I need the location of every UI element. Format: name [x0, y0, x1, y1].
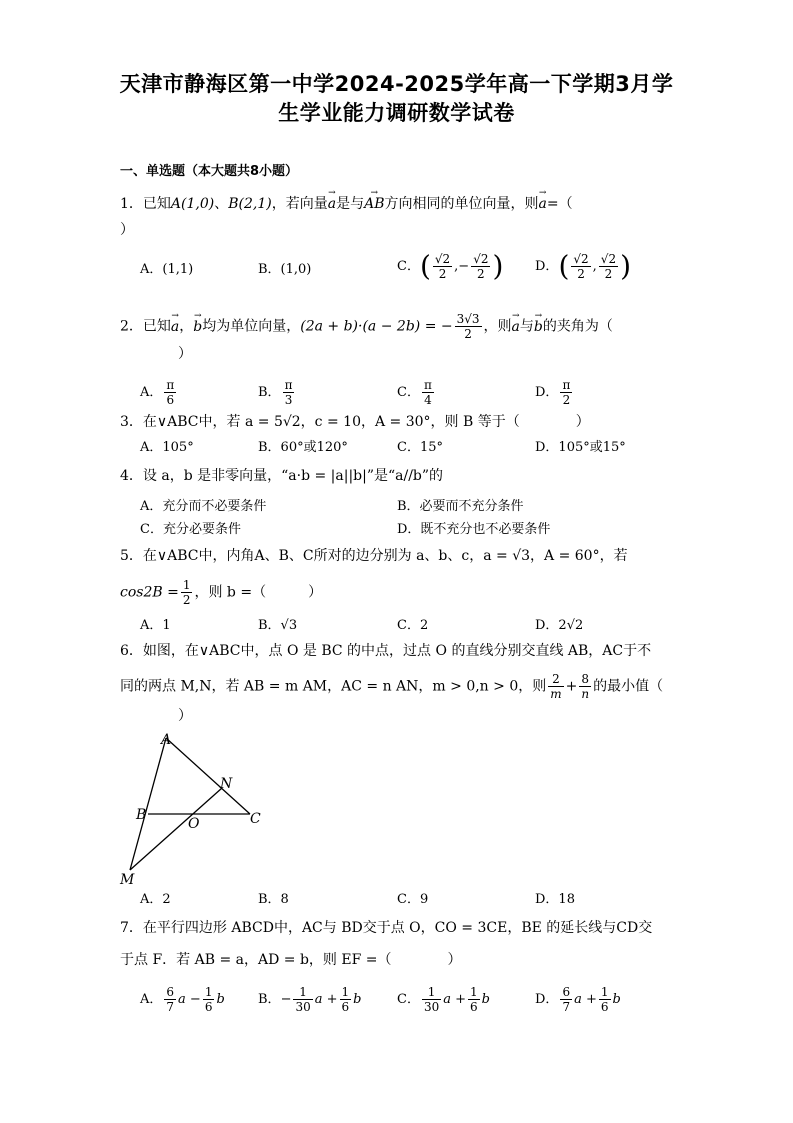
- q1-option-d-label: D．: [535, 259, 559, 274]
- q5-option-a: A．1: [140, 618, 171, 633]
- q7-b-end: b: [353, 992, 362, 1007]
- q7-c-d2: 6: [470, 1000, 478, 1014]
- label-o: O: [188, 816, 200, 832]
- q7-d-n2: 1: [600, 985, 609, 999]
- q6-option-a: A．2: [140, 892, 171, 907]
- q1-number: 1．已知: [120, 196, 171, 212]
- q7-a-d2: 6: [204, 1000, 213, 1014]
- q2-option-c-label: C．: [397, 385, 420, 400]
- q2-option-a: [140, 378, 178, 407]
- q5-option-c: C．2: [397, 618, 429, 633]
- line-am: [130, 738, 166, 870]
- q1-d-num-2: √2: [600, 252, 617, 266]
- q7-a-end: b: [216, 992, 225, 1007]
- q6-f2-num: 8: [579, 672, 591, 687]
- q7-c-end: b: [481, 992, 490, 1007]
- q1-c-den-1: 2: [438, 267, 447, 281]
- q6-plus: +: [565, 678, 578, 695]
- title-line-2: 生学业能力调研数学试卷: [278, 101, 515, 125]
- q2-b-num: π: [284, 378, 293, 392]
- q2-a-num: π: [166, 378, 175, 392]
- section-heading: 一、单选题（本大题共8小题）: [120, 164, 299, 179]
- q5-text-2b: ，则 b =（ ）: [194, 584, 323, 601]
- q5-frac-den: 2: [182, 593, 191, 607]
- q7-b-n2: 1: [341, 985, 350, 999]
- q1-option-c: C．( $\frac{√2}{2}$ ,− $\frac{√2}{2}$ ): [397, 249, 504, 283]
- q1-d-den-2: 2: [604, 267, 613, 281]
- label-a: A: [161, 732, 172, 748]
- q1-close: ）: [120, 222, 134, 238]
- q2-option-b-label: B．: [258, 385, 281, 400]
- q7-a-n2: 1: [204, 985, 213, 999]
- q2-close: ）: [178, 346, 192, 362]
- q1-vector-ab: → AB: [364, 194, 384, 214]
- q2-b-den: 3: [284, 393, 293, 407]
- q7-c-label: C．: [397, 992, 420, 1007]
- q1-text-3: 方向相同的单位向量，则: [384, 196, 539, 212]
- label-c: C: [250, 811, 261, 827]
- q3-option-b: B．60°或120°: [258, 440, 348, 455]
- q2-frac-den: 2: [464, 327, 472, 341]
- q6-line-2: [120, 672, 663, 701]
- q7-option-b: [258, 985, 362, 1014]
- q2-option-d: [535, 378, 574, 407]
- q7-d-d2: 6: [600, 1000, 609, 1014]
- q4-option-d: D．既不充分也不必要条件: [397, 522, 551, 537]
- q1-option-b: B．(1,0): [258, 262, 312, 277]
- q2-vector-a-2: → a: [512, 317, 520, 337]
- q6-option-d: D．18: [535, 892, 575, 907]
- q7-line-2: 于点 F．若 AB = a，AD = b，则 EF =（ ）: [120, 952, 462, 968]
- q7-d-n1: 6: [562, 985, 571, 999]
- q1-vector-a-2: → a: [538, 194, 546, 214]
- q5-frac-num: 1: [182, 578, 191, 592]
- q1-c-num-2: √2: [473, 252, 489, 266]
- q7-a-label: A．: [140, 992, 163, 1007]
- q7-a-d1: 7: [166, 1000, 175, 1014]
- q2-d-den: 2: [562, 393, 571, 407]
- q7-d-d1: 7: [562, 1000, 571, 1014]
- line-ac: [166, 738, 250, 814]
- question-7: 7．在平行四边形 ABCD中，AC与 BD交于点 O，CO = 3CE，BE 的延长线与CD交: [120, 920, 653, 936]
- q2-text-1: 均为单位向量，: [202, 318, 301, 335]
- q2-vector-b: → b: [193, 317, 202, 337]
- q6-option-b: B．8: [258, 892, 289, 907]
- q1-text-4: =（: [546, 196, 573, 212]
- title-line-1: 天津市静海区第一中学2024-2025学年高一下学期3月学: [119, 72, 674, 96]
- q2-number: 2．已知: [120, 318, 171, 335]
- q5-cos-expr: cos2B =: [120, 584, 179, 601]
- q2-vector-a: → a: [171, 317, 179, 337]
- q7-option-d: [535, 985, 621, 1014]
- q7-d-label: D．: [535, 992, 559, 1007]
- q7-b-mid: a +: [314, 992, 338, 1007]
- q5-line-2: [120, 578, 322, 607]
- q2-text-2: ，则: [483, 318, 512, 335]
- q2-option-a-label: A．: [140, 385, 163, 400]
- question-4: 4．设 a，b 是非零向量，“a·b = |a||b|”是“a//b”的: [120, 468, 444, 484]
- q1-option-c-label: C．: [397, 259, 420, 274]
- q7-c-d1: 30: [423, 1000, 440, 1014]
- q2-option-c: [397, 378, 436, 407]
- q7-b-sign: −: [280, 992, 292, 1007]
- q7-option-a: [140, 985, 225, 1014]
- q2-comma: ，: [179, 318, 194, 335]
- q3-option-d: D．105°或15°: [535, 440, 626, 455]
- q7-a-n1: 6: [166, 985, 175, 999]
- q7-b-label: B．: [258, 992, 281, 1007]
- q7-d-mid: a +: [574, 992, 597, 1007]
- q2-option-b: [258, 378, 296, 407]
- q7-d-end: b: [612, 992, 621, 1007]
- q1-text-1: ，若向量: [271, 196, 328, 212]
- q2-expression: (2a + b)·(a − 2b) = −: [300, 318, 453, 335]
- q1-d-num-1: √2: [573, 252, 589, 266]
- q2-vector-b-2: → b: [534, 317, 543, 337]
- q1-option-a: A．(1,1): [140, 262, 194, 277]
- q6-f2-den: n: [581, 687, 590, 701]
- q2-c-num: π: [423, 378, 432, 392]
- line-mn: [130, 788, 222, 870]
- q6-f1-num: 2: [548, 672, 563, 687]
- q6-text-2a: 同的两点 M,N，若 AB = m AM，AC = n AN，m > 0,n > 0，则: [120, 678, 547, 695]
- question-6: 6．如图，在∨ABC中，点 O 是 BC 的中点，过点 O 的直线分别交直线 AB，AC于不: [120, 643, 652, 659]
- q3-option-a: A．105°: [140, 440, 194, 455]
- q3-option-c: C．15°: [397, 440, 443, 455]
- q4-option-b: B．必要而不充分条件: [397, 499, 524, 514]
- q7-c-n2: 1: [470, 985, 478, 999]
- q4-option-c: C．充分必要条件: [140, 522, 241, 537]
- q7-b-d2: 6: [341, 1000, 350, 1014]
- q7-c-mid: a +: [443, 992, 467, 1007]
- label-m: M: [120, 872, 135, 888]
- label-b: B: [136, 807, 147, 823]
- q1-vector-a: → a: [328, 194, 336, 214]
- question-3: 3．在∨ABC中，若 a = 5√2，c = 10，A = 30°，则 B 等于（ ）: [120, 414, 590, 430]
- q6-close: ）: [178, 708, 192, 724]
- q1-c-den-2: 2: [477, 267, 485, 281]
- q7-a-mid: a −: [178, 992, 201, 1007]
- question-1: [120, 194, 573, 214]
- q7-b-d1: 30: [295, 1000, 311, 1014]
- q2-a-den: 6: [166, 393, 175, 407]
- q6-option-c: C．9: [397, 892, 429, 907]
- q2-frac-num: 3√3: [456, 312, 480, 326]
- q1-point-a: A(1,0): [170, 196, 215, 212]
- q2-c-den: 4: [424, 393, 432, 407]
- q5-option-b: B．√3: [258, 618, 298, 633]
- label-n: N: [220, 776, 233, 792]
- q1-sep: 、: [214, 196, 229, 212]
- q2-d-num: π: [562, 378, 571, 392]
- q2-text-4: 的夹角为（: [542, 318, 613, 335]
- q6-f1-den: m: [550, 687, 562, 701]
- q1-point-b: B(2,1): [228, 196, 272, 212]
- q4-option-a: A．充分而不必要条件: [140, 499, 267, 514]
- q5-option-d: D．2√2: [535, 618, 584, 633]
- q7-b-n1: 1: [293, 985, 312, 1000]
- q2-text-3: 与: [519, 318, 534, 335]
- q6-text-2b: 的最小值（: [593, 678, 664, 695]
- q1-c-num-1: √2: [434, 252, 451, 266]
- question-5: 5．在∨ABC中，内角A、B、C所对的边分别为 a、b、c，a = √3，A = 60°，若: [120, 548, 628, 564]
- q7-option-c: [397, 985, 490, 1014]
- triangle-figure: [112, 726, 272, 891]
- q1-text-2: 是与: [336, 196, 365, 212]
- q1-option-d: D．( $\frac{√2}{2}$ , $\frac{√2}{2}$ ): [535, 249, 632, 283]
- q7-c-n1: 1: [422, 985, 441, 1000]
- q2-option-d-label: D．: [535, 385, 559, 400]
- q1-d-den-1: 2: [577, 267, 585, 281]
- question-2: [120, 312, 613, 341]
